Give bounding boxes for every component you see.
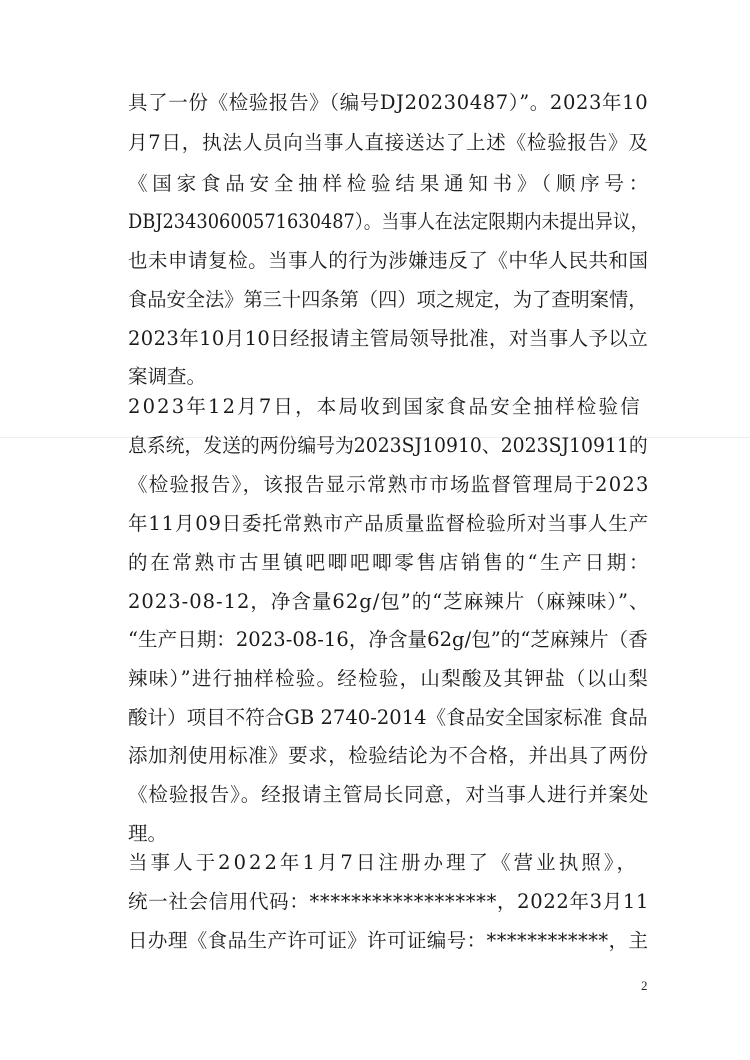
text-line: 《检验报告》，该报告显示常熟市市场监督管理局于2023 xyxy=(128,473,650,496)
text-line: 酸计）项目不符合GB 2740-2014《食品安全国家标准 食品 xyxy=(128,706,648,729)
text-line: 息系统，发送的两份编号为2023SJ10910、2023SJ10911的 xyxy=(128,434,648,457)
text-line: 《检验报告》。经报请主管局长同意，对当事人进行并案处 xyxy=(128,783,650,806)
text-line: 2023年12月7日，本局收到国家食品安全抽样检验信 xyxy=(128,395,642,418)
text-line: 案调查。 xyxy=(128,365,207,388)
text-line: 统一社会信用代码：******************，2022年3月11 xyxy=(128,890,650,913)
text-line: 辣味）”进行抽样检验。经检验，山梨酸及其钾盐（以山梨 xyxy=(128,667,649,690)
page-number: 2 xyxy=(641,978,648,993)
text-line: DBJ23430600571630487）。当事人在法定限期内未提出异议， xyxy=(128,210,649,233)
text-line: “生产日期：2023-08-16，净含量62g/包”的“芝麻辣片（香 xyxy=(128,628,648,651)
text-line: 月7日，执法人员向当事人直接送达了上述《检验报告》及 xyxy=(128,131,649,154)
text-line: 日办理《食品生产许可证》许可证编号：************，主 xyxy=(128,929,649,952)
text-line: 理。 xyxy=(128,822,168,845)
text-line: 也未申请复检。当事人的行为涉嫌违反了《中华人民共和国 xyxy=(128,249,649,272)
text-line: 食品安全法》第三十四条第（四）项之规定，为了查明案情， xyxy=(128,288,648,311)
text-line: 2023年10月10日经报请主管局领导批准，对当事人予以立 xyxy=(128,327,649,350)
text-line: 的在常熟市古里镇吧唧吧唧零售店销售的“生产日期： xyxy=(128,551,652,574)
text-line: 添加剂使用标准》要求，检验结论为不合格，并出具了两份 xyxy=(128,744,649,767)
text-line: 具了一份《检验报告》（编号DJ20230487）”。2023年10 xyxy=(128,91,649,114)
text-line: 年11月09日委托常熟市产品质量监督检验所对当事人生产 xyxy=(128,512,649,535)
text-line: 《国家食品安全抽样检验结果通知书》（顺序号： xyxy=(128,172,654,195)
text-line: 2023-08-12，净含量62g/包”的“芝麻辣片（麻辣味）”、 xyxy=(128,590,650,613)
text-line: 当事人于2022年1月7日注册办理了《营业执照》， xyxy=(128,851,640,874)
